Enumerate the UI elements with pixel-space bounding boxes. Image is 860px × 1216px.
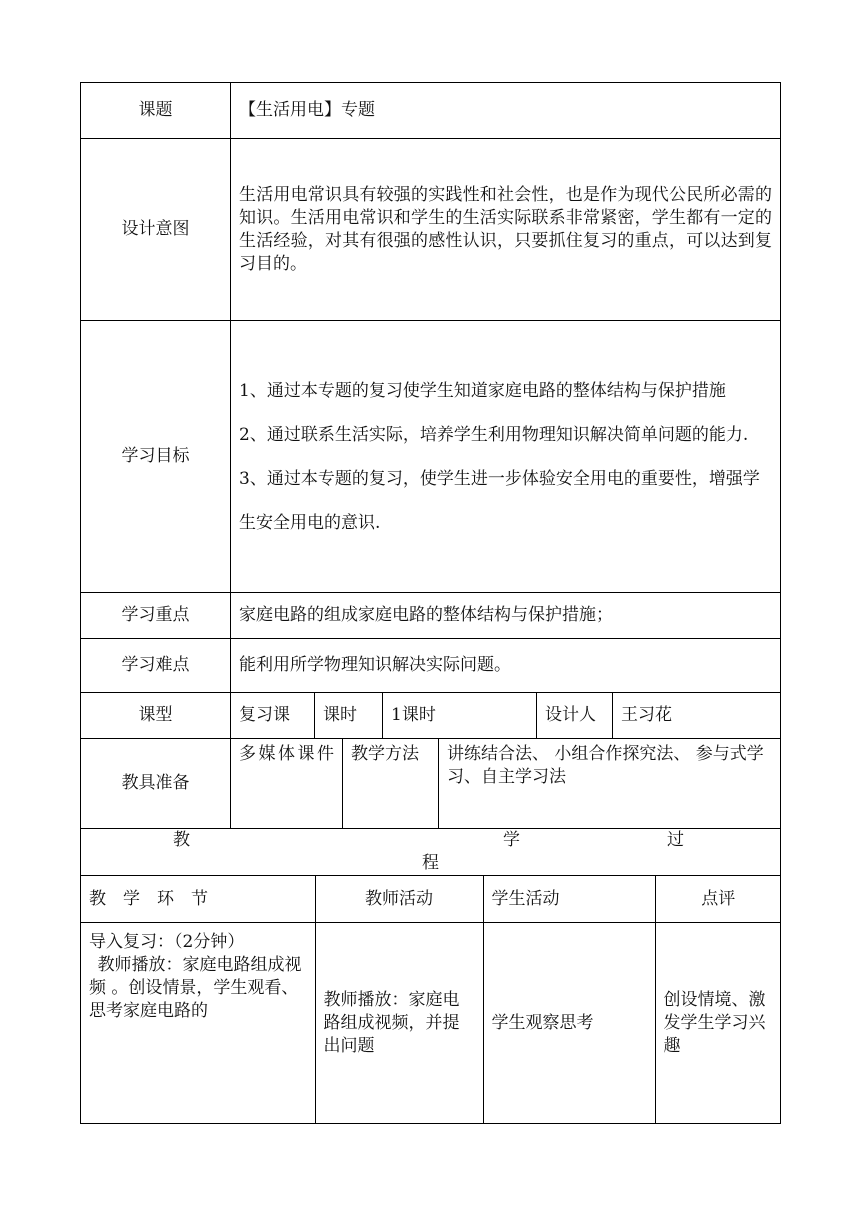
type-value: 复习课	[231, 693, 315, 739]
step-text: 教师播放：家庭电路组成视频 。创设情景，学生观看、思考家庭电路的	[89, 955, 302, 1021]
student-activity: 学生观察思考	[483, 923, 655, 1123]
tools-row	[81, 739, 781, 829]
key-label: 学习重点	[81, 593, 231, 639]
lesson-plan-table	[80, 82, 781, 1124]
hours-label: 课时	[315, 693, 383, 739]
col-step-header: 教 学 环 节	[81, 876, 315, 922]
goals-list	[231, 321, 781, 593]
key-text: 家庭电路的组成家庭电路的整体结构与保护措施；	[231, 593, 781, 639]
process-title-row	[81, 829, 781, 876]
topic-label: 课题	[81, 83, 231, 139]
process-title-char: 学	[503, 830, 520, 850]
process-row-table	[81, 923, 781, 1123]
goals-label: 学习目标	[81, 321, 231, 593]
col-teacher-header: 教师活动	[315, 876, 483, 922]
col-comment-header: 点评	[701, 888, 736, 909]
col-student-header: 学生活动	[483, 876, 655, 922]
hours-value: 1课时	[383, 693, 537, 739]
process-title-char: 教	[173, 830, 190, 850]
topic-row	[81, 83, 781, 139]
design-intent-row	[81, 139, 781, 321]
key-row	[81, 593, 781, 639]
goal-item: 1、通过本专题的复习使学生知道家庭电路的整体结构与保护措施	[239, 380, 726, 401]
tools-value: 多媒体课件	[231, 739, 343, 829]
design-label: 设计意图	[81, 139, 231, 321]
process-title-char: 过	[667, 830, 684, 850]
step-title: 导入复习：（2分钟）	[89, 932, 245, 952]
goals-row	[81, 321, 781, 593]
type-label: 课型	[81, 693, 231, 739]
method-label: 教学方法	[343, 739, 439, 829]
process-header-row	[81, 876, 781, 923]
step-cell	[81, 923, 315, 1123]
method-value: 讲练结合法、 小组合作探究法、 参与式学习、自主学习法	[439, 739, 781, 829]
process-title	[81, 829, 781, 876]
difficulty-label: 学习难点	[81, 639, 231, 693]
goal-item: 2、通过联系生活实际，培养学生利用物理知识解决简单问题的能力.	[239, 424, 749, 445]
process-row	[81, 923, 781, 1124]
difficulty-text: 能利用所学物理知识解决实际问题。	[231, 639, 781, 693]
designer-value: 王习花	[613, 693, 781, 739]
topic-value: 【生活用电】专题	[231, 83, 781, 139]
tools-label: 教具准备	[81, 739, 231, 829]
designer-label: 设计人	[537, 693, 613, 739]
process-header-table	[81, 876, 781, 922]
type-row	[81, 693, 781, 739]
teacher-activity: 教师播放：家庭电路组成视频，并提出问题	[315, 923, 483, 1123]
process-title-char: 程	[422, 853, 439, 873]
comment: 创设情境、激发学生学习兴趣	[663, 989, 766, 1056]
difficulty-row	[81, 639, 781, 693]
goal-item: 3、通过本专题的复习，使学生进一步体验安全用电的重要性，增强学生安全用电的意识.	[239, 468, 760, 533]
design-text: 生活用电常识具有较强的实践性和社会性，也是作为现代公民所必需的知识。生活用电常识和学生的生活实际联系非常紧密，学生都有一定的生活经验，对其有很强的感性认识，只要抓住复习的重点，可以达到复习目的。	[231, 139, 781, 321]
